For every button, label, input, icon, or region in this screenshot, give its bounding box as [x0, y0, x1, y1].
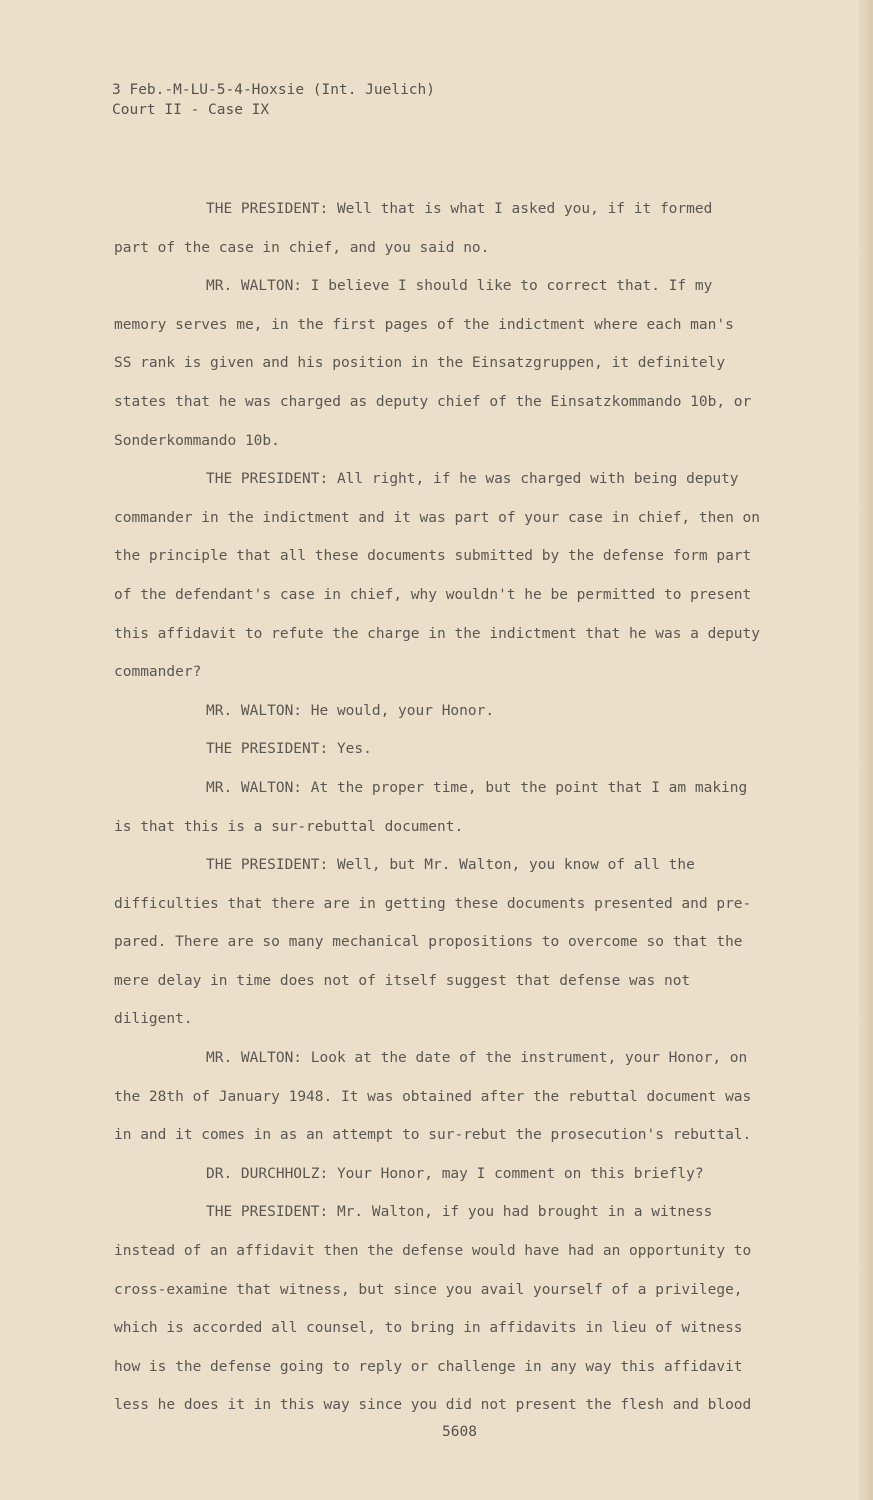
transcript-line: commander in the indictment and it was part of your case in chief, then on: [114, 509, 761, 526]
transcript-line: the principle that all these documents submitted by the defense form part: [114, 548, 752, 565]
transcript-line: this affidavit to refute the charge in the indictment that he was a deputy: [114, 625, 761, 642]
transcript-line: MR. WALTON: Look at the date of the instrument, your Honor, on: [206, 1050, 748, 1067]
transcript-line: cross-examine that witness, but since you avail yourself of a privilege,: [114, 1281, 743, 1298]
page-edge-shadow: [859, 0, 873, 1500]
transcript-line: difficulties that there are in getting these documents presented and pre-: [114, 895, 752, 912]
transcript-line: instead of an affidavit then the defense would have had an opportunity to: [114, 1243, 752, 1260]
transcript-line: is that this is a sur-rebuttal document.: [114, 818, 464, 835]
transcript-line: THE PRESIDENT: Mr. Walton, if you had brought in a witness: [206, 1204, 713, 1221]
transcript-line: of the defendant's case in chief, why wouldn't he be permitted to present: [114, 586, 752, 603]
transcript-line: THE PRESIDENT: All right, if he was charged with being deputy: [206, 471, 739, 488]
transcript-line: how is the defense going to reply or challenge in any way this affidavit: [114, 1358, 743, 1375]
transcript-line: THE PRESIDENT: Yes.: [206, 741, 372, 758]
transcript-line: commander?: [114, 664, 202, 681]
transcript-line: THE PRESIDENT: Well that is what I asked you, if it formed: [206, 201, 713, 217]
transcript-line: memory serves me, in the first pages of the indictment where each man's: [114, 316, 734, 333]
document-header: [112, 80, 435, 120]
transcript-line: Sonderkommando 10b.: [114, 432, 280, 449]
transcript-line: MR. WALTON: I believe I should like to correct that. If my: [206, 278, 713, 295]
header-line-2: Court II - Case IX: [112, 102, 270, 118]
transcript-line: part of the case in chief, and you said no.: [114, 239, 490, 256]
transcript-line: SS rank is given and his position in the Einsatzgruppen, it definitely: [114, 355, 726, 372]
transcript-line: mere delay in time does not of itself suggest that defense was not: [114, 972, 691, 989]
transcript-line: less he does it in this way since you did not present the flesh and blood: [114, 1397, 752, 1414]
transcript-line: which is accorded all counsel, to bring in affidavits in lieu of witness: [114, 1320, 743, 1337]
page-number: 5608: [442, 1424, 477, 1440]
transcript-line: states that he was charged as deputy chief of the Einsatzkommando 10b, or: [114, 393, 752, 410]
transcript-line: diligent.: [114, 1011, 193, 1028]
transcript-line: the 28th of January 1948. It was obtained after the rebuttal document was: [114, 1088, 752, 1105]
transcript-body: [114, 190, 819, 1425]
transcript-line: MR. WALTON: At the proper time, but the point that I am making: [206, 779, 748, 796]
transcript-line: DR. DURCHHOLZ: Your Honor, may I comment on this briefly?: [206, 1165, 704, 1182]
transcript-line: pared. There are so many mechanical propositions to overcome so that the: [114, 934, 743, 951]
header-line-1: 3 Feb.-M-LU-5-4-Hoxsie (Int. Juelich): [112, 82, 436, 98]
transcript-line: in and it comes in as an attempt to sur-rebut the prosecution's rebuttal.: [114, 1127, 752, 1144]
transcript-line: THE PRESIDENT: Well, but Mr. Walton, you know of all the: [206, 857, 695, 874]
transcript-line: MR. WALTON: He would, your Honor.: [206, 702, 495, 719]
